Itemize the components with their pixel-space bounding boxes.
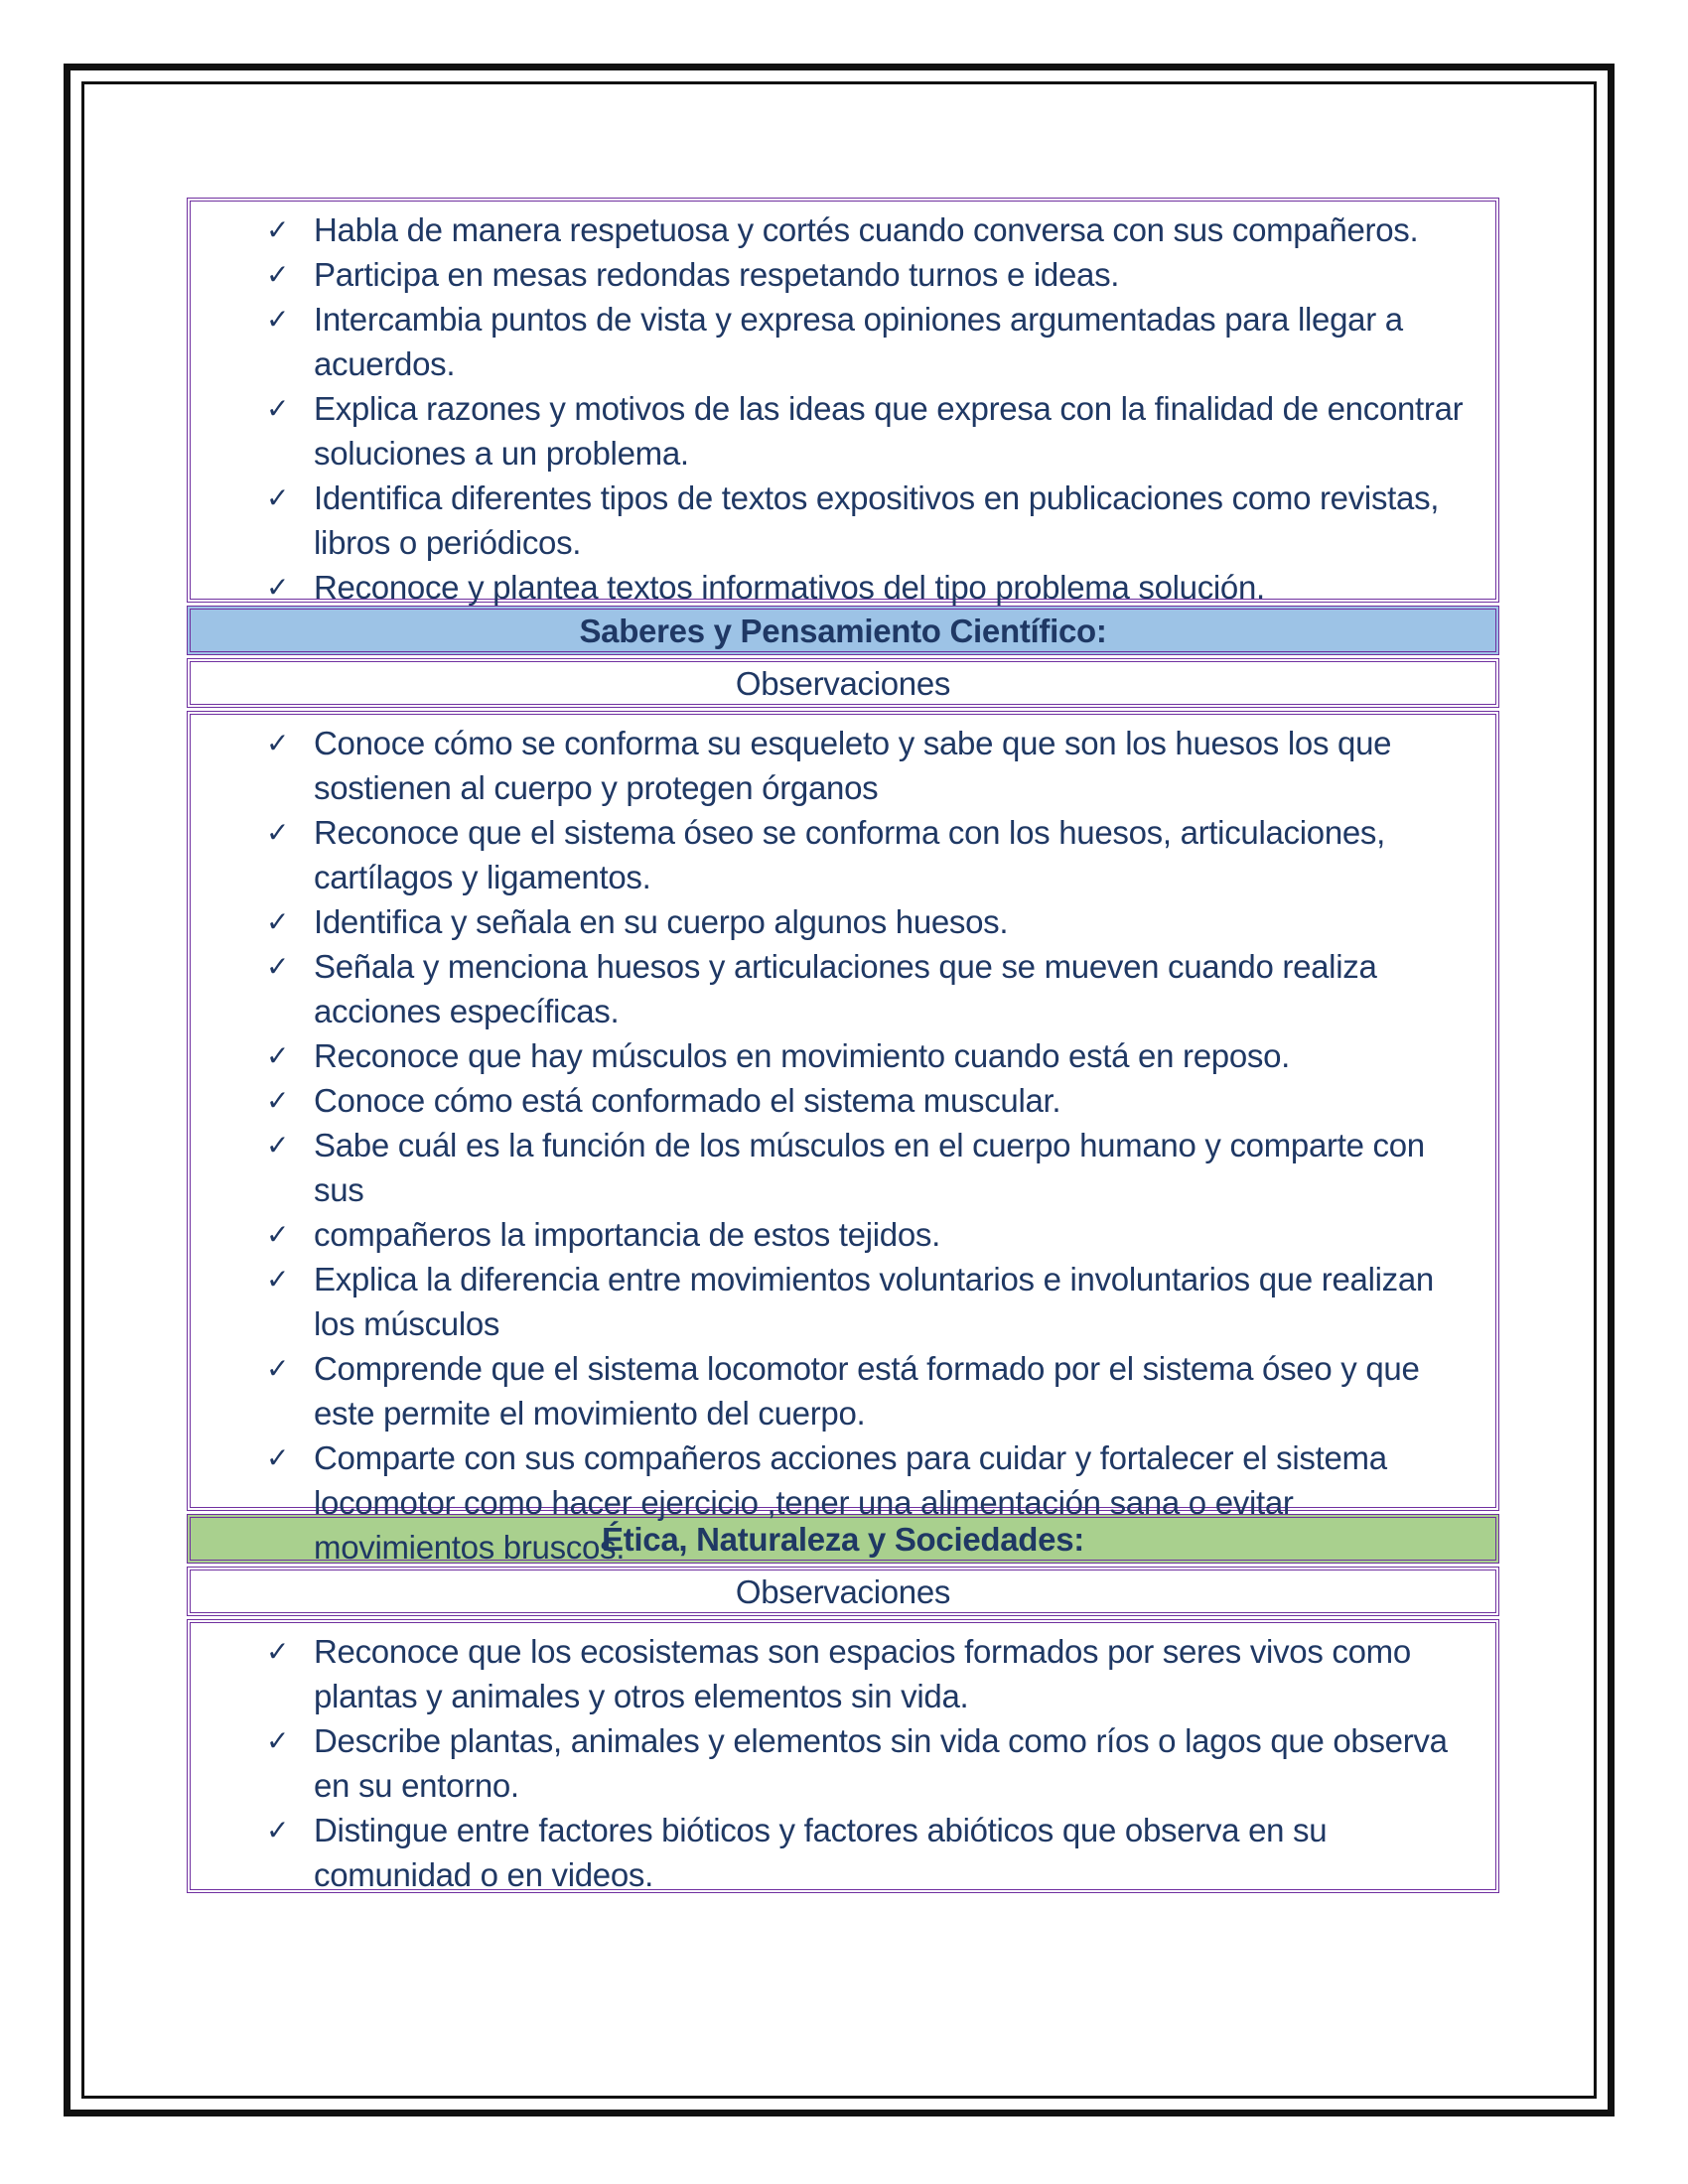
check-icon: ✓ bbox=[266, 571, 290, 604]
list-item: ✓ Sabe cuál es la función de los músculos en el cuerpo humano y comparte con sus bbox=[266, 1123, 1476, 1212]
check-icon: ✓ bbox=[266, 1218, 290, 1251]
list-item: ✓ Comparte con sus compañeros acciones para cuidar y fortalecer el sistema locomotor como hacer ejercicio ,tener una alimentación sana o evitar movimientos bruscos. bbox=[266, 1435, 1476, 1570]
list-item: ✓ Explica razones y motivos de las ideas que expresa con la finalidad de encontrar soluciones a un problema. bbox=[266, 386, 1476, 476]
check-icon: ✓ bbox=[266, 303, 290, 336]
list-item: ✓ Identifica y señala en su cuerpo algunos huesos. bbox=[266, 899, 1476, 944]
list-item: ✓ Reconoce y plantea textos informativos del tipo problema solución. bbox=[266, 565, 1476, 610]
list-item: ✓ Reconoce que hay músculos en movimiento cuando está en reposo. bbox=[266, 1033, 1476, 1078]
check-icon: ✓ bbox=[266, 392, 290, 425]
section2-title: Saberes y Pensamiento Científico: bbox=[187, 606, 1499, 655]
section2-observations-label: Observaciones bbox=[187, 658, 1499, 708]
check-icon: ✓ bbox=[266, 727, 290, 759]
list-item: ✓ Conoce cómo está conformado el sistema muscular. bbox=[266, 1078, 1476, 1123]
list-item: ✓ Reconoce que los ecosistemas son espacios formados por seres vivos como plantas y animales y otros elementos sin vida. bbox=[266, 1629, 1476, 1718]
check-icon: ✓ bbox=[266, 1039, 290, 1072]
check-icon: ✓ bbox=[266, 950, 290, 983]
list-item: ✓ compañeros la importancia de estos tejidos. bbox=[266, 1212, 1476, 1257]
check-icon: ✓ bbox=[266, 816, 290, 849]
check-icon: ✓ bbox=[266, 1441, 290, 1474]
check-icon: ✓ bbox=[266, 213, 290, 246]
list-item: ✓ Conoce cómo se conforma su esqueleto y sabe que son los huesos los que sostienen al cuerpo y protegen órganos bbox=[266, 721, 1476, 810]
check-icon: ✓ bbox=[266, 1724, 290, 1757]
check-icon: ✓ bbox=[266, 1129, 290, 1161]
check-icon: ✓ bbox=[266, 1352, 290, 1385]
list-item: ✓ Describe plantas, animales y elementos sin vida como ríos o lagos que observa en su entorno. bbox=[266, 1718, 1476, 1808]
list-item: ✓ Señala y menciona huesos y articulaciones que se mueven cuando realiza acciones específicas. bbox=[266, 944, 1476, 1033]
list-item: ✓ Reconoce que el sistema óseo se conforma con los huesos, articulaciones, cartílagos y ligamentos. bbox=[266, 810, 1476, 899]
list-item: ✓ Habla de manera respetuosa y cortés cuando conversa con sus compañeros. bbox=[266, 207, 1476, 252]
evaluation-table bbox=[187, 198, 1499, 1896]
check-icon: ✓ bbox=[266, 1263, 290, 1296]
section1-list bbox=[187, 198, 1499, 606]
check-icon: ✓ bbox=[266, 481, 290, 514]
section3-title: Ética, Naturaleza y Sociedades: bbox=[187, 1514, 1499, 1564]
section3-observations-label: Observaciones bbox=[187, 1567, 1499, 1616]
check-icon: ✓ bbox=[266, 1084, 290, 1117]
check-icon: ✓ bbox=[266, 1814, 290, 1846]
list-item: ✓ Participa en mesas redondas respetando turnos e ideas. bbox=[266, 252, 1476, 297]
check-icon: ✓ bbox=[266, 258, 290, 291]
list-item: ✓ Intercambia puntos de vista y expresa opiniones argumentadas para llegar a acuerdos. bbox=[266, 297, 1476, 386]
list-item: ✓ Explica la diferencia entre movimientos voluntarios e involuntarios que realizan los músculos bbox=[266, 1257, 1476, 1346]
check-icon: ✓ bbox=[266, 905, 290, 938]
list-item: ✓ Identifica diferentes tipos de textos expositivos en publicaciones como revistas, libros o periódicos. bbox=[266, 476, 1476, 565]
check-icon: ✓ bbox=[266, 1635, 290, 1668]
list-item: ✓ Distingue entre factores bióticos y factores abióticos que observa en su comunidad o en videos. bbox=[266, 1808, 1476, 1897]
list-item: ✓ Comprende que el sistema locomotor está formado por el sistema óseo y que este permite el movimiento del cuerpo. bbox=[266, 1346, 1476, 1435]
section3-list bbox=[187, 1619, 1499, 1893]
